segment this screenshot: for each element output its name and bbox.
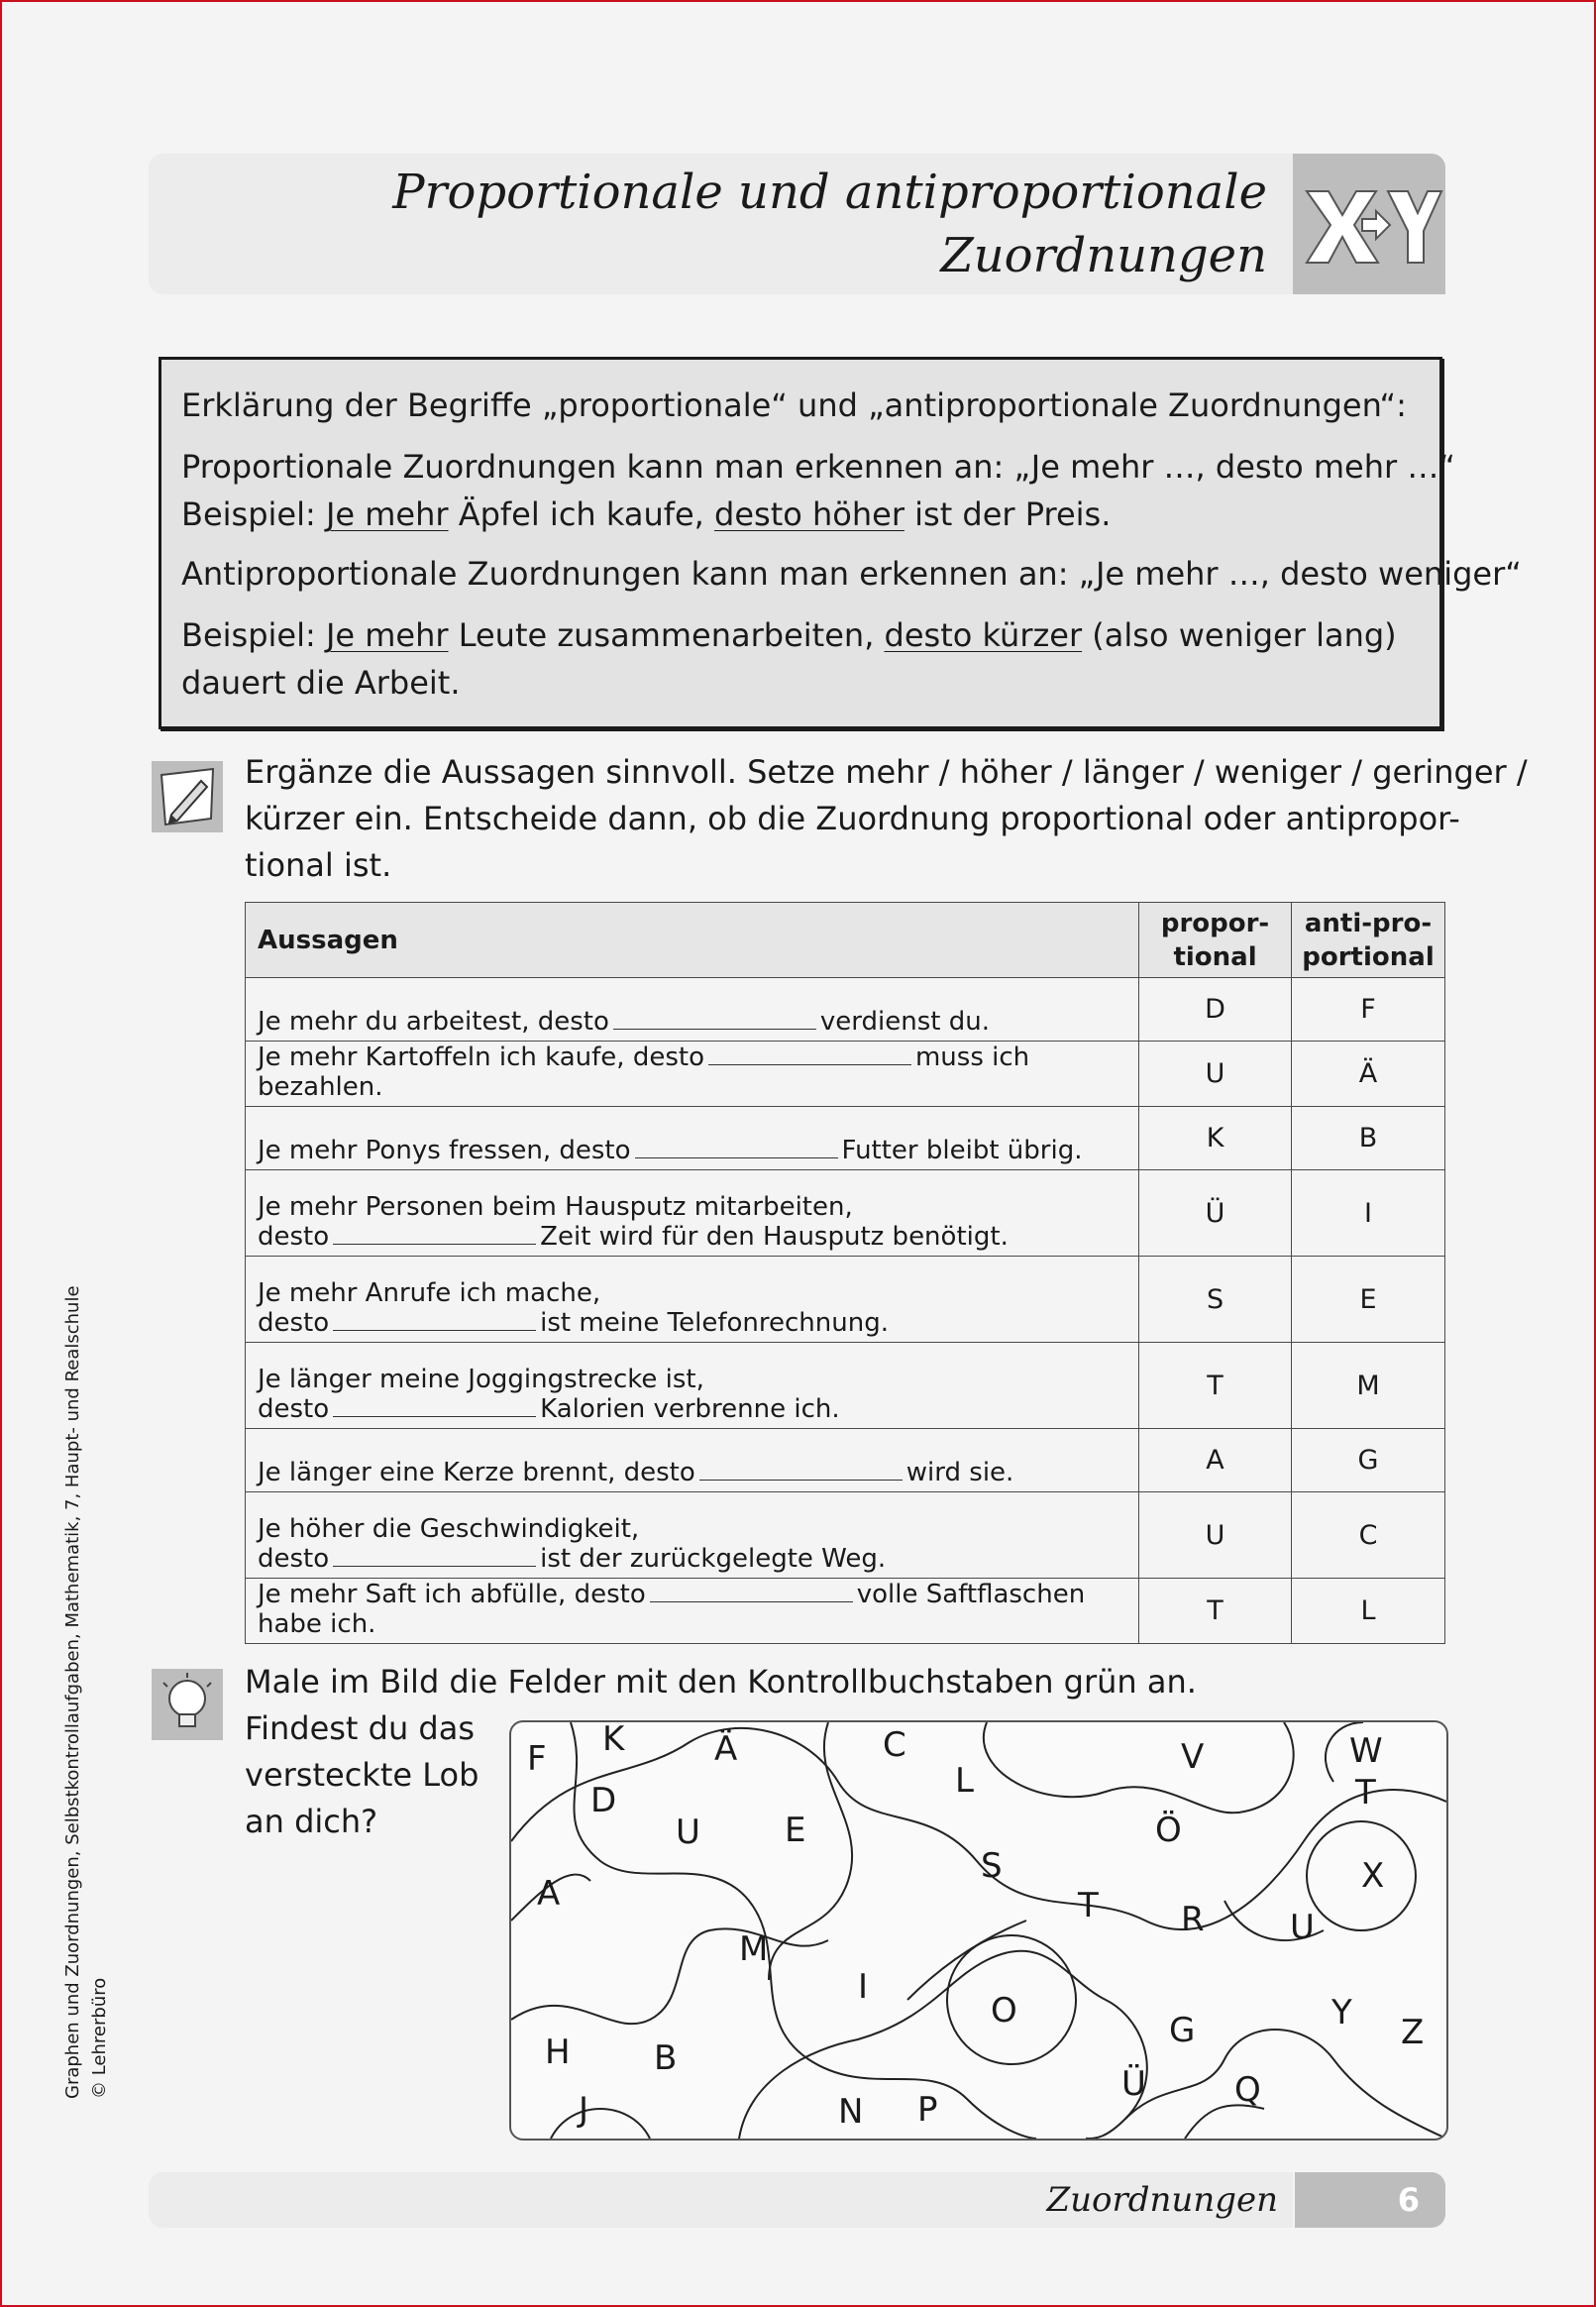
task1-line3: tional ist. — [245, 846, 392, 884]
statements-table — [245, 902, 1445, 1644]
prop-example-underline-1: Je mehr — [325, 495, 449, 533]
statement-cell — [246, 1107, 1139, 1170]
coloring-picture[interactable] — [509, 1720, 1448, 2141]
picture-letter: Ü — [1121, 2064, 1146, 2104]
task2-line2: Findest du das — [245, 1709, 475, 1747]
anti-letter[interactable]: I — [1292, 1170, 1445, 1257]
picture-letter: X — [1361, 1856, 1385, 1896]
picture-letter: J — [579, 2090, 589, 2130]
table-row — [246, 1492, 1445, 1579]
picture-letter: Ä — [714, 1729, 738, 1769]
header-anti-line1: anti-pro- — [1304, 908, 1433, 938]
table-row — [246, 1107, 1445, 1170]
answer-blank[interactable] — [699, 1462, 903, 1481]
picture-letter: A — [537, 1874, 561, 1914]
task2-line3: versteckte Lob — [245, 1756, 479, 1794]
page-number-text: 6 — [1397, 2181, 1420, 2219]
statement-cell — [246, 1170, 1139, 1257]
task2-line4: an dich? — [245, 1803, 378, 1840]
anti-letter[interactable]: M — [1292, 1343, 1445, 1429]
table-row — [246, 1579, 1445, 1644]
answer-blank[interactable] — [635, 1140, 838, 1158]
pencil-icon — [152, 761, 223, 832]
table-row — [246, 1170, 1445, 1257]
statement-start: Je mehr Ponys fressen, desto — [258, 1136, 631, 1165]
prop-letter[interactable]: Ü — [1139, 1170, 1292, 1257]
anti-example-underline-1: Je mehr — [325, 616, 449, 654]
picture-letter: B — [654, 2038, 678, 2078]
answer-blank[interactable] — [613, 1011, 816, 1030]
picture-letter: N — [838, 2092, 864, 2132]
table-row — [246, 1343, 1445, 1429]
prop-example-mid: Äpfel ich kaufe, — [448, 495, 715, 533]
picture-letter: D — [590, 1781, 617, 1820]
statement-end: ist der zurückgelegte Weg. — [540, 1544, 887, 1574]
table-row — [246, 1042, 1445, 1107]
statement-line1: Je höher die Geschwindigkeit, — [258, 1514, 640, 1544]
statement-cell — [246, 1257, 1139, 1343]
prop-letter[interactable]: K — [1139, 1107, 1292, 1170]
statement-start: Je länger eine Kerze brennt, desto — [258, 1458, 695, 1487]
statement-start: desto — [258, 1544, 330, 1574]
picture-letter: F — [527, 1739, 547, 1779]
table-row — [246, 1257, 1445, 1343]
page-number — [1295, 2172, 1445, 2228]
answer-blank[interactable] — [333, 1548, 536, 1567]
picture-letter: Q — [1234, 2070, 1261, 2110]
statement-end: Zeit wird für den Hausputz benötigt. — [540, 1222, 1009, 1252]
statement-end: Kalorien verbrenne ich. — [540, 1394, 840, 1424]
anti-example-mid: Leute zusammenarbeiten, — [448, 616, 885, 654]
anti-letter[interactable]: B — [1292, 1107, 1445, 1170]
statement-line1: Je mehr Anrufe ich mache, — [258, 1278, 601, 1308]
picture-letter: V — [1181, 1737, 1205, 1777]
statement-end: volle Saftflaschen habe ich. — [258, 1580, 1086, 1639]
anti-letter[interactable]: L — [1292, 1579, 1445, 1644]
header-prop-line2: tional — [1173, 941, 1257, 972]
definition-heading: Erklärung der Begriffe „proportionale“ und „antiproportionale Zuordnungen“: — [181, 386, 1407, 424]
statement-cell — [246, 1042, 1139, 1107]
copyright-sidebar — [59, 1285, 113, 2099]
prop-letter[interactable]: T — [1139, 1343, 1292, 1429]
statement-end: muss ich bezahlen. — [258, 1043, 1030, 1102]
task1-line1: Ergänze die Aussagen sinnvoll. Setze mehr / höher / länger / weniger / geringer / — [245, 753, 1528, 791]
picture-letter: E — [785, 1811, 806, 1850]
footer-label: Zuordnungen — [1046, 2180, 1278, 2220]
prop-letter[interactable]: U — [1139, 1492, 1292, 1579]
picture-letter: H — [545, 2032, 571, 2072]
page-title-line2: Zuordnungen — [940, 228, 1267, 283]
statement-end: verdienst du. — [819, 1007, 990, 1037]
picture-letter: G — [1169, 2011, 1196, 2050]
answer-blank[interactable] — [333, 1398, 536, 1417]
answer-blank[interactable] — [650, 1584, 853, 1602]
definition-box — [159, 357, 1522, 729]
sidebar-line1: Graphen und Zuordnungen, Selbstkontrollaufgaben, Mathematik, 7, Haupt- und Realschule — [62, 1285, 83, 2099]
anti-example-line2: dauert die Arbeit. — [181, 664, 461, 702]
statement-cell — [246, 978, 1139, 1042]
header-prop-line1: propor- — [1160, 908, 1270, 938]
statement-end: ist meine Telefonrechnung. — [540, 1308, 889, 1338]
picture-letter: Z — [1401, 2013, 1425, 2052]
statement-line1: Je mehr Personen beim Hausputz mitarbeiten, — [258, 1192, 853, 1222]
statement-start: desto — [258, 1308, 330, 1338]
picture-letter: T — [1078, 1886, 1099, 1925]
statement-cell — [246, 1492, 1139, 1579]
prop-letter[interactable]: D — [1139, 978, 1292, 1042]
statement-end: wird sie. — [905, 1458, 1014, 1487]
page-title-line1: Proportionale und antiproportionale — [392, 165, 1267, 220]
picture-letter: O — [991, 1991, 1017, 2031]
picture-letter: W — [1349, 1731, 1383, 1771]
anti-letter[interactable]: E — [1292, 1257, 1445, 1343]
picture-letter: U — [1290, 1908, 1315, 1947]
picture-letter: C — [883, 1725, 906, 1765]
table-header-row — [246, 903, 1445, 978]
anti-letter[interactable]: Ä — [1292, 1042, 1445, 1107]
picture-letter: L — [955, 1761, 974, 1801]
statement-start: desto — [258, 1394, 330, 1424]
statement-cell — [246, 1429, 1139, 1492]
statement-end: Futter bleibt übrig. — [841, 1136, 1083, 1165]
anti-rule: Antiproportionale Zuordnungen kann man erkennen an: „Je mehr …, desto weniger“ — [181, 555, 1522, 593]
prop-letter[interactable]: T — [1139, 1579, 1292, 1644]
statement-start: Je mehr du arbeitest, desto — [258, 1007, 609, 1037]
picture-letter: T — [1355, 1773, 1376, 1813]
statement-cell — [246, 1343, 1139, 1429]
statement-cell — [246, 1579, 1139, 1644]
anti-letter[interactable]: F — [1292, 978, 1445, 1042]
picture-letter: K — [602, 1722, 625, 1759]
statement-start: Je mehr Saft ich abfülle, desto — [258, 1580, 646, 1609]
header-aussagen: Aussagen — [246, 903, 1139, 978]
page-title — [375, 161, 1267, 287]
task1-line2: kürzer ein. Entscheide dann, ob die Zuordnung proportional oder antipropor- — [245, 800, 1460, 837]
picture-letter: U — [676, 1813, 700, 1852]
prop-letter[interactable]: U — [1139, 1042, 1292, 1107]
header-antiproportional — [1292, 903, 1445, 978]
prop-example-prefix: Beispiel: — [181, 495, 326, 533]
prop-rule: Proportionale Zuordnungen kann man erkennen an: „Je mehr …, desto mehr …“ — [181, 448, 1455, 486]
prop-example-suffix: ist der Preis. — [904, 495, 1112, 533]
statement-start: desto — [258, 1222, 330, 1252]
picture-letter: I — [858, 1967, 869, 2007]
picture-letter: S — [981, 1846, 1003, 1886]
table-row — [246, 978, 1445, 1042]
answer-blank[interactable] — [708, 1046, 911, 1065]
picture-letter: M — [739, 1929, 769, 1969]
task2-line1: Male im Bild die Felder mit den Kontrollbuchstaben grün an. — [245, 1663, 1197, 1701]
answer-blank[interactable] — [333, 1312, 536, 1331]
header-proportional — [1139, 903, 1292, 978]
statement-start: Je mehr Kartoffeln ich kaufe, desto — [258, 1043, 704, 1072]
prop-letter[interactable]: S — [1139, 1257, 1292, 1343]
table-row — [246, 1429, 1445, 1492]
picture-letter: Ö — [1155, 1811, 1182, 1850]
prop-letter[interactable]: A — [1139, 1429, 1292, 1492]
anti-letter[interactable]: G — [1292, 1429, 1445, 1492]
answer-blank[interactable] — [333, 1226, 536, 1245]
picture-letter: Y — [1331, 1993, 1352, 2032]
prop-example — [181, 491, 1111, 538]
anti-example-suffix: (also weniger lang) — [1082, 616, 1397, 654]
picture-letter: R — [1181, 1900, 1205, 1939]
anti-example-underline-2: desto kürzer — [884, 616, 1083, 654]
statement-line1: Je länger meine Joggingstrecke ist, — [258, 1365, 704, 1394]
anti-letter[interactable]: C — [1292, 1492, 1445, 1579]
header-anti-line2: portional — [1302, 941, 1435, 972]
anti-example-prefix: Beispiel: — [181, 616, 326, 654]
x-arrow-y-icon — [1293, 154, 1445, 294]
sidebar-line2: © Lehrerbüro — [89, 1977, 110, 2099]
anti-example — [181, 611, 1397, 659]
picture-letter: P — [917, 2090, 938, 2130]
prop-example-underline-2: desto höher — [714, 495, 904, 533]
lightbulb-icon — [152, 1669, 223, 1740]
